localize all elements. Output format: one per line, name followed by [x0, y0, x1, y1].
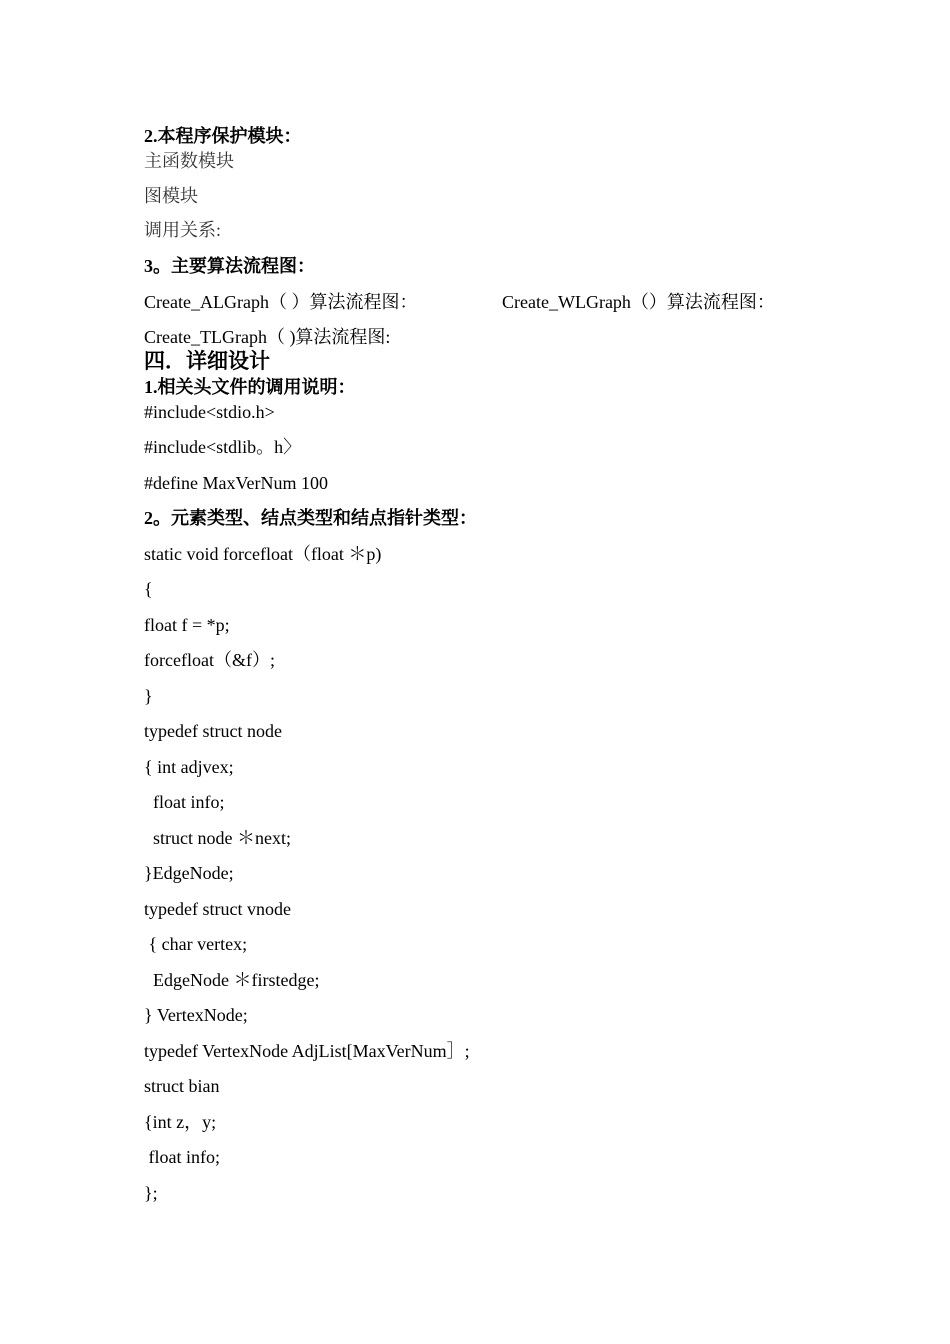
- section-4-2-title: 2。元素类型、结点类型和结点指针类型：: [144, 508, 477, 528]
- section-2-title: 2.本程序保护模块：: [144, 126, 302, 146]
- code-line: {: [144, 579, 153, 599]
- call-relation: 调用关系:: [144, 220, 222, 240]
- code-line: { int adjvex;: [144, 757, 234, 777]
- code-line: }EdgeNode;: [144, 863, 234, 883]
- section-3-title: 3。主要算法流程图：: [144, 256, 315, 276]
- code-line: float info;: [144, 792, 225, 812]
- flow-wl-graph: Create_WLGraph（）算法流程图：: [502, 292, 775, 312]
- code-line: } VertexNode;: [144, 1005, 248, 1025]
- code-line: float f = *p;: [144, 615, 230, 635]
- code-line: typedef struct vnode: [144, 899, 291, 919]
- flow-tl-graph: Create_TLGraph（ )算法流程图:: [144, 327, 391, 347]
- chapter-4-heading: 四．详细设计: [144, 349, 270, 373]
- code-line: }: [144, 686, 153, 706]
- code-line: };: [144, 1183, 158, 1203]
- include-stdio: #include<stdio.h>: [144, 402, 275, 422]
- code-line: {int z，y;: [144, 1112, 217, 1132]
- section-4-1-title: 1.相关头文件的调用说明：: [144, 377, 356, 397]
- module-main: 主函数模块: [144, 151, 234, 171]
- code-line: typedef struct node: [144, 721, 282, 741]
- code-line: struct bian: [144, 1076, 220, 1096]
- code-line: { char vertex;: [144, 934, 248, 954]
- define-maxvernum: #define MaxVerNum 100: [144, 473, 328, 493]
- code-line: struct node ＊next;: [144, 828, 291, 848]
- include-stdlib: #include<stdlib。h〉: [144, 437, 302, 457]
- code-line: typedef VertexNode AdjList[MaxVerNum］;: [144, 1041, 470, 1061]
- code-line: EdgeNode ＊firstedge;: [144, 970, 320, 990]
- module-graph: 图模块: [144, 186, 198, 206]
- code-line: float info;: [144, 1147, 220, 1167]
- flow-al-graph: Create_ALGraph（ ）算法流程图：: [144, 292, 418, 312]
- code-line: static void forcefloat（float ＊p): [144, 544, 382, 564]
- code-line: forcefloat（&f）;: [144, 650, 275, 670]
